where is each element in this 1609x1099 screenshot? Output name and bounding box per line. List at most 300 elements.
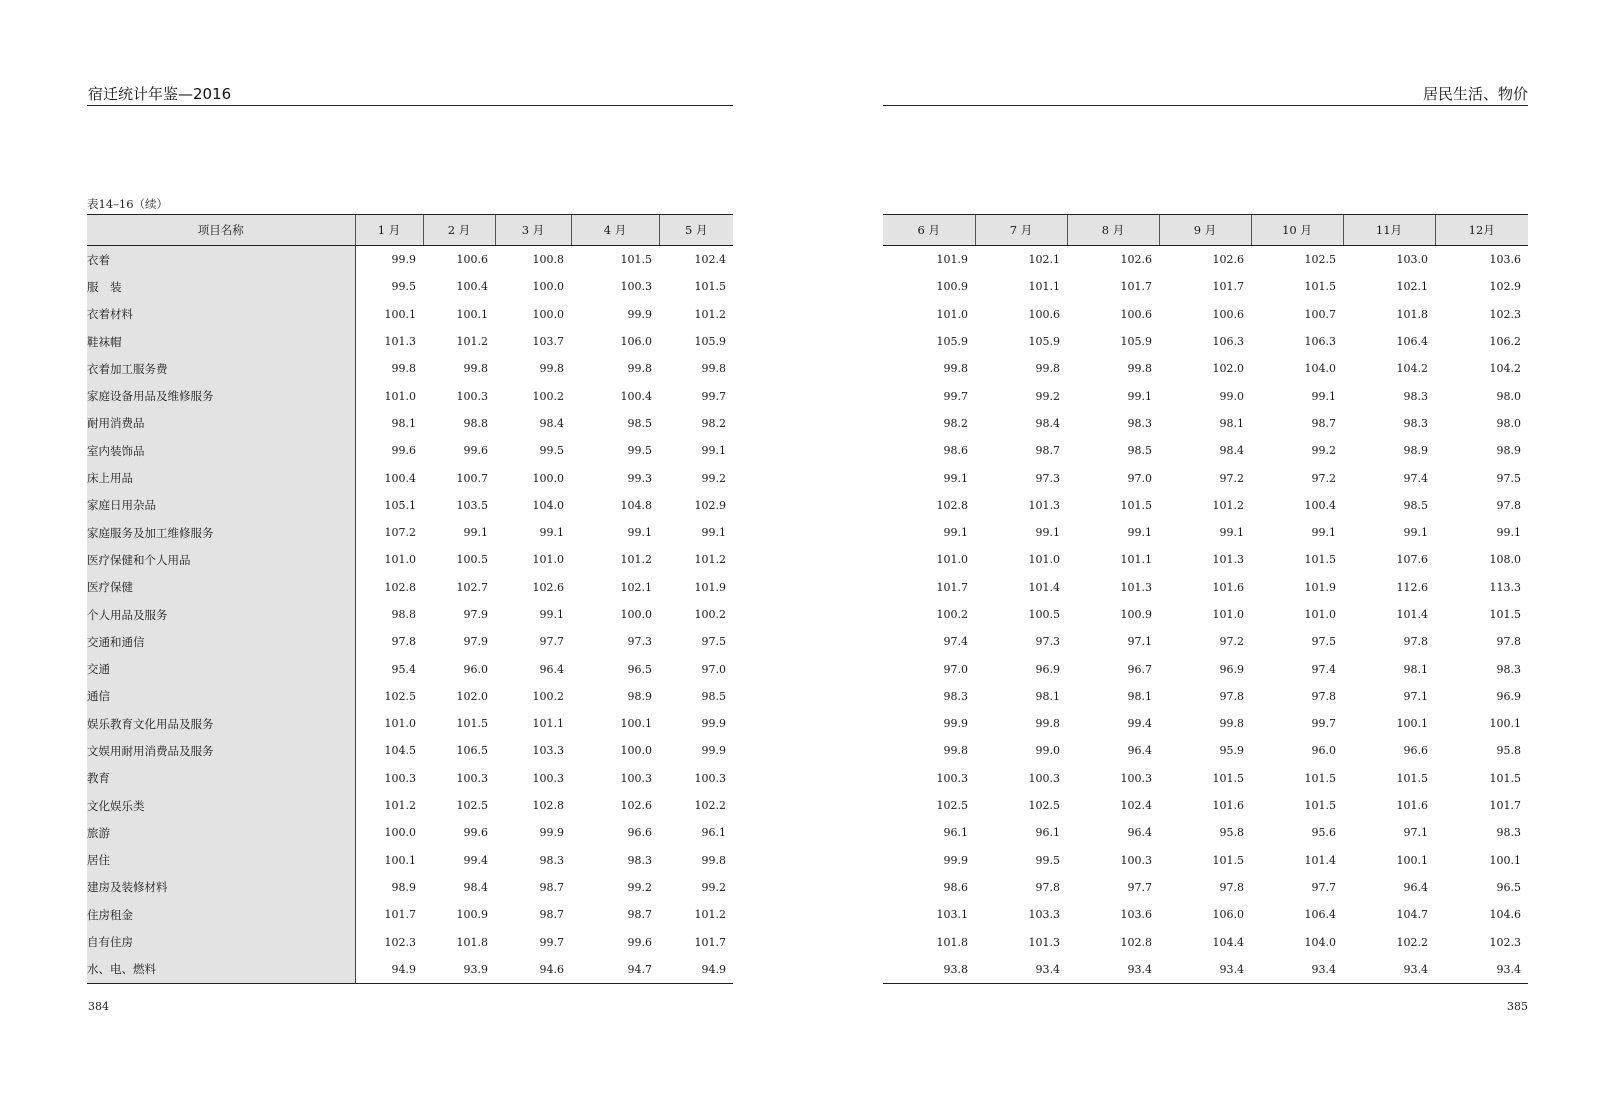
value-cell-month-4: 102.1 [620,580,652,594]
value-cell-month-10: 101.5 [1304,553,1336,567]
table-row [883,874,1528,901]
table-row [87,273,733,300]
value-cell-month-1: 101.0 [384,389,416,403]
value-cell-month-11: 101.8 [1396,307,1428,321]
value-cell-month-10: 106.4 [1304,908,1336,922]
value-cell-month-1: 101.2 [384,799,416,813]
value-cell-month-8: 101.1 [1120,553,1152,567]
value-cell-month-2: 100.3 [456,389,488,403]
value-cell-month-9: 102.6 [1212,253,1244,267]
value-cell-month-4: 100.0 [620,744,652,758]
right-page [800,0,1609,1099]
header-rule-right [883,105,1528,106]
value-cell-month-8: 99.1 [1127,389,1152,403]
value-cell-month-8: 99.1 [1127,526,1152,540]
price-index-table-right [883,214,1528,984]
value-cell-month-11: 98.5 [1403,498,1428,512]
value-cell-month-9: 93.4 [1159,956,1251,984]
table-row [87,847,733,874]
value-cell-month-8: 96.4 [1127,744,1152,758]
value-cell-month-9: 101.3 [1212,553,1244,567]
table-row [883,956,1528,984]
table-row [883,683,1528,710]
value-cell-month-3: 100.0 [532,280,564,294]
value-cell-month-1: 101.7 [384,908,416,922]
value-cell-month-3: 100.2 [532,689,564,703]
value-cell-month-3: 100.8 [532,253,564,267]
value-cell-month-11: 107.6 [1396,553,1428,567]
value-cell-month-12: 102.3 [1489,307,1521,321]
value-cell-month-7: 99.8 [1035,717,1060,731]
value-cell-month-2: 100.9 [456,908,488,922]
value-cell-month-3: 99.1 [539,608,564,621]
value-cell-month-12: 100.1 [1489,717,1521,731]
value-cell-month-5: 101.2 [694,908,726,922]
value-cell-month-12: 108.0 [1489,553,1521,567]
price-index-table-left [87,214,733,984]
header-month-9: 9 月 [1159,215,1251,246]
value-cell-month-11: 104.7 [1396,908,1428,922]
value-cell-month-4: 99.6 [627,935,652,949]
row-label: 娱乐教育文化用品及服务 [87,710,355,737]
value-cell-month-1: 101.3 [384,335,416,349]
value-cell-month-8: 98.5 [1127,444,1152,458]
value-cell-month-12: 98.3 [1496,826,1521,840]
table-caption: 表14–16（续） [87,197,169,211]
value-cell-month-4: 98.3 [627,853,652,867]
value-cell-month-4: 100.1 [620,717,652,731]
value-cell-month-1: 97.8 [391,635,416,649]
value-cell-month-12: 101.5 [1489,608,1521,621]
value-cell-month-4: 106.0 [620,335,652,349]
table-row [87,464,733,491]
value-cell-month-2: 102.7 [456,580,488,594]
value-cell-month-2: 99.8 [463,362,488,376]
value-cell-month-1: 102.3 [384,935,416,949]
value-cell-month-2: 102.5 [456,799,488,813]
value-cell-month-6: 101.8 [936,935,968,949]
value-cell-month-4: 104.8 [620,498,652,512]
value-cell-month-7: 100.3 [1028,771,1060,785]
table-header-row [883,215,1528,246]
row-label: 室内装饰品 [87,437,355,464]
value-cell-month-8: 102.6 [1120,253,1152,267]
value-cell-month-8: 101.3 [1120,580,1152,594]
value-cell-month-12: 100.1 [1489,853,1521,867]
header-month-10: 10 月 [1251,215,1343,246]
value-cell-month-4: 99.8 [627,362,652,376]
value-cell-month-6: 101.0 [936,307,968,321]
value-cell-month-5: 99.2 [701,471,726,485]
value-cell-month-10: 97.8 [1311,689,1336,703]
value-cell-month-10: 101.5 [1304,799,1336,813]
value-cell-month-5: 102.2 [694,799,726,813]
value-cell-month-10: 97.7 [1311,880,1336,894]
value-cell-month-7: 99.2 [1035,389,1060,403]
table-row [87,519,733,546]
value-cell-month-3: 100.3 [532,771,564,785]
row-label: 文化娱乐类 [87,792,355,819]
value-cell-month-10: 96.0 [1311,744,1336,758]
value-cell-month-7: 101.1 [1028,280,1060,294]
value-cell-month-9: 99.8 [1219,717,1244,731]
value-cell-month-2: 106.5 [456,744,488,758]
row-label: 床上用品 [87,464,355,491]
value-cell-month-12: 98.3 [1496,662,1521,676]
value-cell-month-5: 102.4 [694,253,726,267]
value-cell-month-6: 99.9 [943,853,968,867]
value-cell-month-12: 98.0 [1496,389,1521,403]
value-cell-month-3: 102.8 [532,799,564,813]
value-cell-month-5: 105.9 [694,335,726,349]
value-cell-month-2: 96.0 [463,662,488,676]
value-cell-month-3: 96.4 [539,662,564,676]
table-row [87,492,733,519]
value-cell-month-7: 105.9 [1028,335,1060,349]
value-cell-month-5: 100.3 [694,771,726,785]
value-cell-month-5: 99.2 [701,880,726,894]
value-cell-month-11: 96.4 [1403,880,1428,894]
value-cell-month-11: 97.8 [1403,635,1428,649]
value-cell-month-6: 98.2 [943,416,968,430]
value-cell-month-8: 100.6 [1120,307,1152,321]
row-label: 衣着加工服务费 [87,355,355,382]
value-cell-month-7: 101.4 [1028,580,1060,594]
value-cell-month-6: 99.7 [943,389,968,403]
value-cell-month-3: 97.7 [539,635,564,649]
value-cell-month-11: 104.2 [1396,362,1428,376]
row-label: 交通 [87,655,355,682]
value-cell-month-8: 102.8 [1120,935,1152,949]
value-cell-month-10: 98.7 [1311,416,1336,430]
table-row [87,765,733,792]
value-cell-month-9: 106.3 [1212,335,1244,349]
value-cell-month-8: 102.4 [1120,799,1152,813]
value-cell-month-10: 104.0 [1304,935,1336,949]
value-cell-month-12: 95.8 [1496,744,1521,758]
value-cell-month-7: 98.4 [1035,416,1060,430]
value-cell-month-8: 100.3 [1120,853,1152,867]
value-cell-month-7: 101.0 [1028,553,1060,567]
value-cell-month-12: 102.9 [1489,280,1521,294]
header-month-8: 8 月 [1067,215,1159,246]
table-row [883,847,1528,874]
value-cell-month-2: 98.8 [463,416,488,430]
value-cell-month-10: 95.6 [1311,826,1336,840]
value-cell-month-9: 100.6 [1212,307,1244,321]
table-row [883,792,1528,819]
value-cell-month-7: 100.5 [1028,608,1060,621]
value-cell-month-10: 101.5 [1304,771,1336,785]
value-cell-month-1: 99.8 [391,362,416,376]
value-cell-month-12: 103.6 [1489,253,1521,267]
header-month-11: 11月 [1343,215,1435,246]
table-row [87,574,733,601]
table-row [87,928,733,955]
table-row [883,519,1528,546]
value-cell-month-12: 96.5 [1496,880,1521,894]
table-row [883,464,1528,491]
value-cell-month-2: 100.1 [456,307,488,321]
table-row [87,655,733,682]
value-cell-month-1: 100.1 [384,307,416,321]
value-cell-month-5: 97.0 [701,662,726,676]
table-row [87,246,733,274]
table-row [87,710,733,737]
row-label: 通信 [87,683,355,710]
table-row [87,737,733,764]
value-cell-month-2: 100.6 [456,253,488,267]
value-cell-month-8: 101.7 [1120,280,1152,294]
value-cell-month-5: 98.5 [701,689,726,703]
value-cell-month-2: 100.4 [456,280,488,294]
running-head-left: 宿迁统计年鉴—2016 [88,85,232,103]
value-cell-month-1: 99.9 [391,253,416,267]
value-cell-month-3: 103.7 [532,335,564,349]
table-row [883,437,1528,464]
table-row [883,710,1528,737]
value-cell-month-5: 99.7 [701,389,726,403]
value-cell-month-10: 101.0 [1304,608,1336,621]
value-cell-month-7: 100.6 [1028,307,1060,321]
value-cell-month-10: 97.4 [1311,662,1336,676]
value-cell-month-4: 99.5 [627,444,652,458]
table-row [87,301,733,328]
value-cell-month-5: 101.9 [694,580,726,594]
table-row [883,328,1528,355]
value-cell-month-11: 97.1 [1403,689,1428,703]
value-cell-month-3: 100.0 [532,307,564,321]
value-cell-month-7: 97.8 [1035,880,1060,894]
value-cell-month-12: 96.9 [1496,689,1521,703]
value-cell-month-11: 100.1 [1396,853,1428,867]
value-cell-month-7: 98.7 [1035,444,1060,458]
row-label: 服 装 [87,273,355,300]
table-row [87,601,733,628]
value-cell-month-12: 93.4 [1435,956,1528,984]
value-cell-month-11: 112.6 [1396,580,1428,594]
value-cell-month-11: 93.4 [1343,956,1435,984]
value-cell-month-3: 101.0 [532,553,564,567]
table-row [87,819,733,846]
value-cell-month-8: 103.6 [1120,908,1152,922]
table-row [883,628,1528,655]
value-cell-month-6: 102.8 [936,498,968,512]
table-row [883,492,1528,519]
table-row [883,765,1528,792]
value-cell-month-11: 102.2 [1396,935,1428,949]
value-cell-month-2: 102.0 [456,689,488,703]
value-cell-month-9: 97.8 [1219,689,1244,703]
value-cell-month-6: 105.9 [936,335,968,349]
value-cell-month-9: 95.8 [1219,826,1244,840]
value-cell-month-11: 101.5 [1396,771,1428,785]
value-cell-month-12: 106.2 [1489,335,1521,349]
table-row [87,956,733,984]
row-label: 水、电、燃料 [87,956,355,984]
value-cell-month-8: 96.4 [1127,826,1152,840]
table-row [883,273,1528,300]
row-label: 医疗保健和个人用品 [87,546,355,573]
value-cell-month-7: 98.1 [1035,689,1060,703]
value-cell-month-6: 97.0 [943,662,968,676]
value-cell-month-6: 99.1 [943,471,968,485]
value-cell-month-6: 97.4 [943,635,968,649]
table-row [883,546,1528,573]
value-cell-month-11: 98.9 [1403,444,1428,458]
value-cell-month-9: 102.0 [1212,362,1244,376]
value-cell-month-10: 101.9 [1304,580,1336,594]
value-cell-month-3: 99.9 [539,826,564,840]
value-cell-month-9: 97.2 [1219,635,1244,649]
value-cell-month-1: 105.1 [384,498,416,512]
value-cell-month-9: 101.6 [1212,580,1244,594]
value-cell-month-4: 100.0 [620,608,652,621]
value-cell-month-2: 99.4 [463,853,488,867]
table-row [883,410,1528,437]
value-cell-month-8: 98.1 [1127,689,1152,703]
value-cell-month-11: 97.1 [1403,826,1428,840]
value-cell-month-5: 102.9 [694,498,726,512]
value-cell-month-4: 96.5 [627,662,652,676]
value-cell-month-8: 96.7 [1127,662,1152,676]
row-label: 住房租金 [87,901,355,928]
value-cell-month-9: 106.0 [1212,908,1244,922]
value-cell-month-7: 102.5 [1028,799,1060,813]
row-label: 建房及装修材料 [87,874,355,901]
value-cell-month-12: 98.0 [1496,416,1521,430]
value-cell-month-5: 101.2 [694,553,726,567]
header-month-7: 7 月 [975,215,1067,246]
value-cell-month-1: 101.0 [384,717,416,731]
value-cell-month-4: 100.3 [620,771,652,785]
value-cell-month-5: 99.1 [701,444,726,458]
value-cell-month-5: 98.2 [701,416,726,430]
value-cell-month-4: 100.4 [620,389,652,403]
value-cell-month-2: 99.1 [463,526,488,540]
value-cell-month-5: 94.9 [659,956,733,984]
value-cell-month-6: 101.0 [936,553,968,567]
value-cell-month-10: 106.3 [1304,335,1336,349]
value-cell-month-8: 101.5 [1120,498,1152,512]
value-cell-month-7: 99.5 [1035,853,1060,867]
value-cell-month-9: 97.2 [1219,471,1244,485]
row-label: 居住 [87,847,355,874]
value-cell-month-9: 104.4 [1212,935,1244,949]
value-cell-month-9: 101.0 [1212,608,1244,621]
table-row [87,382,733,409]
value-cell-month-11: 101.6 [1396,799,1428,813]
value-cell-month-5: 101.7 [694,935,726,949]
table-row [883,574,1528,601]
value-cell-month-6: 93.8 [883,956,975,984]
header-month-4: 4 月 [571,215,659,246]
value-cell-month-3: 98.4 [539,416,564,430]
value-cell-month-12: 101.5 [1489,771,1521,785]
value-cell-month-7: 102.1 [1028,253,1060,267]
value-cell-month-10: 97.5 [1311,635,1336,649]
value-cell-month-9: 101.6 [1212,799,1244,813]
value-cell-month-2: 100.7 [456,471,488,485]
row-label: 交通和通信 [87,628,355,655]
value-cell-month-3: 103.3 [532,744,564,758]
value-cell-month-7: 93.4 [975,956,1067,984]
value-cell-month-8: 97.1 [1127,635,1152,649]
value-cell-month-1: 100.0 [384,826,416,840]
page-number-right: 385 [1507,1000,1528,1013]
value-cell-month-2: 100.3 [456,771,488,785]
value-cell-month-8: 100.3 [1120,771,1152,785]
header-item-name: 项目名称 [87,215,355,246]
table-row [87,874,733,901]
value-cell-month-9: 101.2 [1212,498,1244,512]
row-label: 家庭设备用品及维修服务 [87,382,355,409]
value-cell-month-11: 100.1 [1396,717,1428,731]
value-cell-month-2: 99.6 [463,826,488,840]
value-cell-month-11: 102.1 [1396,280,1428,294]
value-cell-month-6: 101.9 [936,253,968,267]
value-cell-month-6: 100.3 [936,771,968,785]
table-row [883,382,1528,409]
value-cell-month-6: 99.8 [943,362,968,376]
value-cell-month-5: 99.1 [701,526,726,540]
value-cell-month-12: 97.5 [1496,471,1521,485]
value-cell-month-2: 93.9 [423,956,495,984]
value-cell-month-10: 99.1 [1311,526,1336,540]
header-month-1: 1 月 [355,215,423,246]
value-cell-month-1: 98.9 [391,880,416,894]
value-cell-month-2: 98.4 [463,880,488,894]
row-label: 旅游 [87,819,355,846]
value-cell-month-8: 100.9 [1120,608,1152,621]
value-cell-month-3: 98.3 [539,853,564,867]
value-cell-month-3: 100.2 [532,389,564,403]
table-header-row [87,215,733,246]
value-cell-month-3: 99.5 [539,444,564,458]
value-cell-month-1: 99.5 [391,280,416,294]
value-cell-month-11: 103.0 [1396,253,1428,267]
value-cell-month-4: 98.9 [627,689,652,703]
value-cell-month-12: 104.6 [1489,908,1521,922]
value-cell-month-3: 102.6 [532,580,564,594]
value-cell-month-3: 100.0 [532,471,564,485]
value-cell-month-3: 98.7 [539,908,564,922]
value-cell-month-4: 98.7 [627,908,652,922]
table-row [87,792,733,819]
table-row [883,819,1528,846]
table-row [87,437,733,464]
value-cell-month-5: 99.9 [701,717,726,731]
value-cell-month-9: 97.8 [1219,880,1244,894]
value-cell-month-9: 96.9 [1219,662,1244,676]
value-cell-month-1: 98.1 [391,416,416,430]
value-cell-month-4: 101.2 [620,553,652,567]
value-cell-month-11: 101.4 [1396,608,1428,621]
value-cell-month-11: 96.6 [1403,744,1428,758]
value-cell-month-10: 101.4 [1304,853,1336,867]
value-cell-month-6: 98.3 [943,689,968,703]
value-cell-month-11: 98.3 [1403,416,1428,430]
row-label: 医疗保健 [87,574,355,601]
value-cell-month-12: 97.8 [1496,498,1521,512]
value-cell-month-4: 98.5 [627,416,652,430]
value-cell-month-2: 99.6 [463,444,488,458]
value-cell-month-11: 98.1 [1403,662,1428,676]
value-cell-month-8: 99.4 [1127,717,1152,731]
value-cell-month-6: 101.7 [936,580,968,594]
value-cell-month-11: 106.4 [1396,335,1428,349]
left-page [0,0,800,1099]
